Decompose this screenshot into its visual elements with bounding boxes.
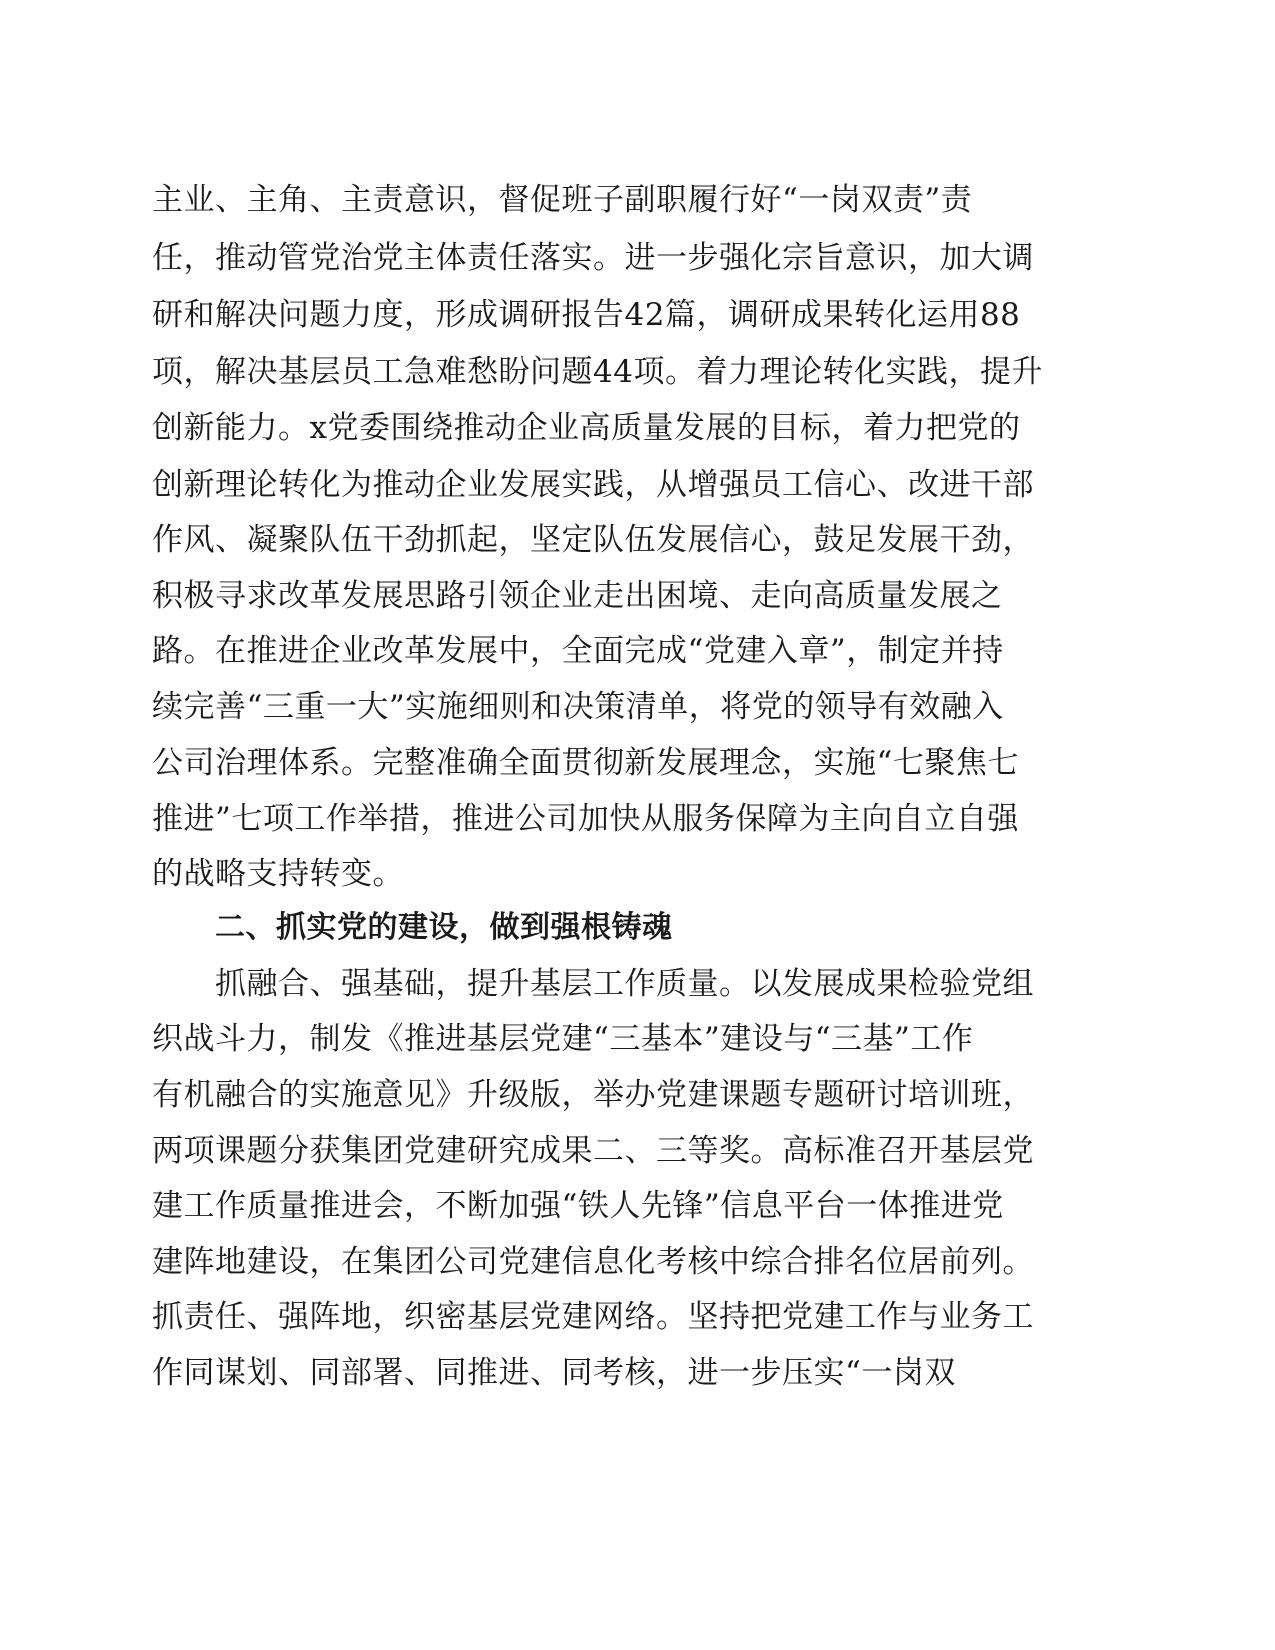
paragraph-line: 项，解决基层员工急难愁盼问题44项。着力理论转化实践，提升: [152, 354, 1043, 390]
paragraph-line: 创新能力。x党委围绕推动企业高质量发展的目标，着力把党的: [152, 410, 1021, 446]
paragraph-line: 建阵地建设，在集团公司党建信息化考核中综合排名位居前列。: [152, 1244, 1034, 1280]
paragraph-line: 作同谋划、同部署、同推进、同考核，进一步压实“一岗双: [152, 1355, 956, 1391]
paragraph-line: 抓责任、强阵地，织密基层党建网络。坚持把党建工作与业务工: [152, 1299, 1034, 1335]
paragraph-line: 主业、主角、主责意识，督促班子副职履行好“一岗双责”责: [152, 182, 973, 218]
paragraph-line: 研和解决问题力度，形成调研报告42篇，调研成果转化运用88: [152, 297, 1021, 333]
paragraph-line: 公司治理体系。完整准确全面贯彻新发展理念，实施“七聚焦七: [152, 745, 1019, 781]
paragraph-line: 创新理论转化为推动企业发展实践，从增强员工信心、改进干部: [152, 467, 1034, 503]
paragraph-line: 续完善“三重一大”实施细则和决策清单，将党的领导有效融入: [152, 689, 1004, 725]
paragraph-line: 推进”七项工作举措，推进公司加快从服务保障为主向自立自强: [152, 801, 1019, 837]
paragraph-line: 两项课题分获集团党建研究成果二、三等奖。高标准召开基层党: [152, 1133, 1034, 1169]
paragraph-line: 任，推动管党治党主体责任落实。进一步强化宗旨意识，加大调: [152, 240, 1034, 276]
paragraph-line: 路。在推进企业改革发展中，全面完成“党建入章”，制定并持: [152, 633, 1004, 669]
paragraph-line: 作风、凝聚队伍干劲抓起，坚定队伍发展信心，鼓足发展干劲，: [152, 522, 1034, 558]
paragraph-line: 抓融合、强基础，提升基层工作质量。以发展成果检验党组: [215, 966, 1034, 1002]
paragraph-line: 建工作质量推进会，不断加强“铁人先锋”信息平台一体推进党: [152, 1188, 1004, 1224]
section-heading: 二、抓实党的建设，做到强根铸魂: [215, 910, 673, 945]
paragraph-line: 织战斗力，制发《推进基层党建“三基本”建设与“三基”工作: [152, 1021, 974, 1057]
paragraph-line: 有机融合的实施意见》升级版，举办党建课题专题研讨培训班，: [152, 1077, 1034, 1113]
paragraph-line: 积极寻求改革发展思路引领企业走出困境、走向高质量发展之: [152, 578, 1003, 614]
paragraph-line: 的战略支持转变。: [152, 856, 404, 892]
